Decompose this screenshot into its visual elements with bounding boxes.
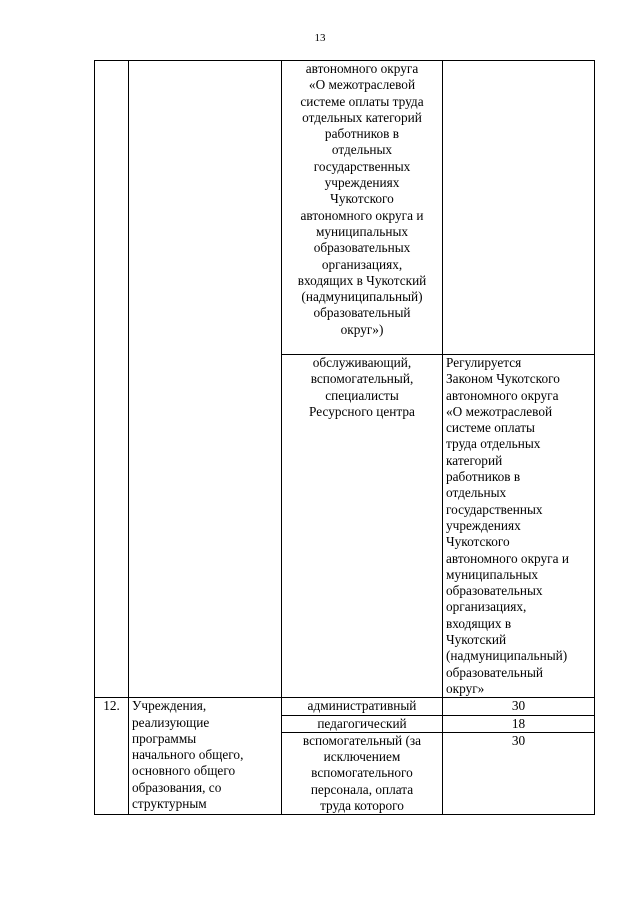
page-number: 13: [314, 32, 326, 44]
category-cell-support-staff: обслуживающий, вспомогательный, специалисты Ресурсного центра: [282, 355, 443, 698]
institution-cell-12: Учреждения, реализующие программы начального общего, основного общего образования, со структурным: [129, 698, 282, 815]
table-row-12-administrative: [95, 698, 595, 715]
table-row-continuation: [95, 61, 595, 355]
row-number-cell: [95, 61, 129, 698]
value-cell-regulated-by-law: Регулируется Законом Чукотского автономного округа «О межотраслевой системе оплаты труда отдельных категорий работников в отдельных государственных учреждениях Чукотского автономного округа и муниципальных образовательных организациях, входящих в Чукотский (надмуниципальный) образовательный округ»: [443, 355, 595, 698]
staff-category-table: [94, 60, 595, 815]
value-cell: [443, 61, 595, 355]
value-cell-auxiliary: 30: [443, 732, 595, 814]
category-cell: автономного округа «О межотраслевой системе оплаты труда отдельных категорий работников в отдельных государственных учреждениях Чукотского автономного округа и муниципальных образовательных организациях, входящих в Чукотский (надмуниципальный) образовательный округ»): [282, 61, 443, 355]
category-cell-administrative: административный: [282, 698, 443, 715]
value-cell-pedagogical: 18: [443, 715, 595, 732]
row-number-cell-12: 12.: [95, 698, 129, 815]
institution-cell: [129, 61, 282, 698]
value-cell-administrative: 30: [443, 698, 595, 715]
category-cell-auxiliary: вспомогательный (за исключением вспомогательного персонала, оплата труда которого: [282, 732, 443, 814]
category-cell-pedagogical: педагогический: [282, 715, 443, 732]
